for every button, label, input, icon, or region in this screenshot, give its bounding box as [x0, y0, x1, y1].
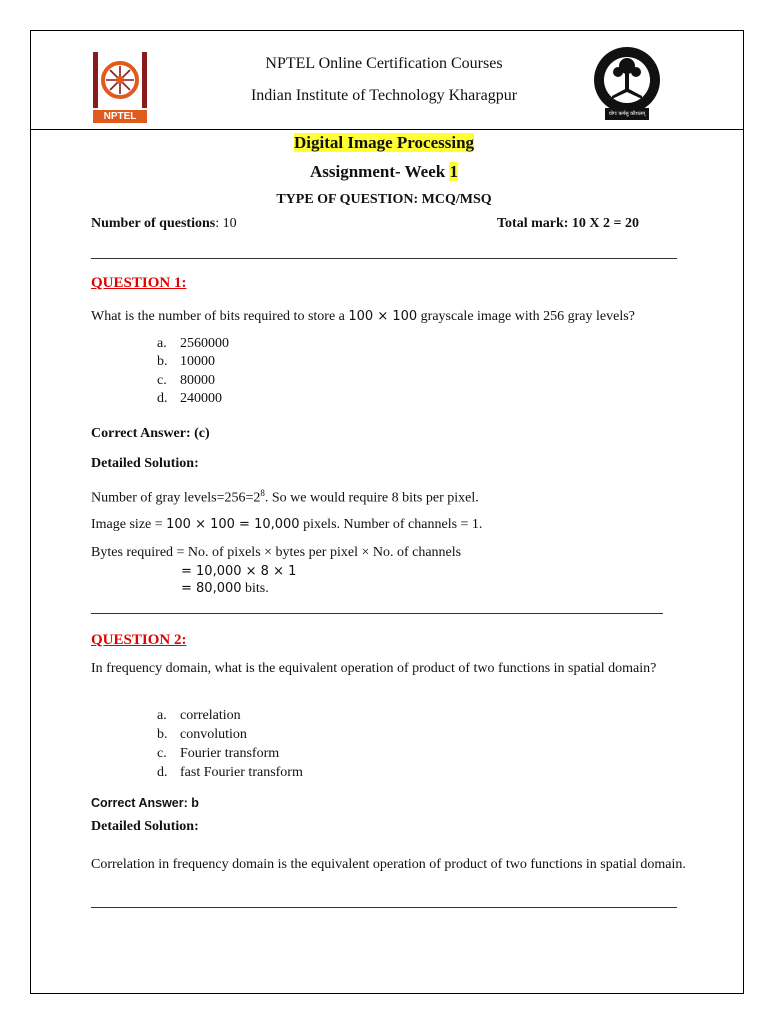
q2-solution-text: Correlation in frequency domain is the equivalent operation of product of two functions in spatial domain.: [91, 857, 686, 872]
q1-option-a[interactable]: [157, 336, 229, 352]
sol5-after: bits.: [241, 581, 269, 596]
q1-text-before: What is the number of bits required to store a: [91, 309, 349, 324]
iit-kgp-seal: [588, 44, 666, 122]
q1-option-letter: b.: [157, 354, 168, 369]
q2-option-letter: c.: [157, 746, 167, 761]
q1-solution-line-5: [181, 581, 269, 597]
q1-option-text: 240000: [180, 391, 222, 406]
q1-text-after: grayscale image with 256 gray levels?: [417, 309, 635, 324]
num-questions-value: : 10: [215, 216, 237, 231]
assignment-label: Assignment- Week: [310, 162, 450, 181]
q2-option-letter: a.: [157, 708, 167, 723]
sol2-after: pixels. Number of channels = 1.: [299, 517, 483, 532]
q2-option-b[interactable]: [157, 727, 247, 743]
q2-option-text: Fourier transform: [180, 746, 280, 761]
week-number: 1: [449, 162, 458, 181]
assignment-title: [0, 162, 768, 182]
q2-option-text: convolution: [180, 727, 247, 742]
q1-option-text: 10000: [180, 354, 215, 369]
q2-option-text: fast Fourier transform: [180, 765, 303, 780]
num-questions-label: Number of questions: [91, 216, 216, 231]
sol1-after: . So we would require 8 bits per pixel.: [264, 490, 479, 506]
q2-solution-label: Detailed Solution:: [91, 819, 199, 834]
header-line-1: NPTEL Online Certification Courses: [265, 55, 503, 72]
sol2-math: 100 × 100 = 10,000: [166, 517, 300, 532]
q1-solution-line-4: = 10,000 × 8 × 1: [181, 564, 297, 579]
q2-option-d[interactable]: [157, 765, 303, 781]
q1-text: [91, 309, 635, 325]
q1-solution-line-1: [91, 488, 479, 507]
q1-option-text: 2560000: [180, 336, 229, 351]
nptel-logo-text: NPTEL: [103, 111, 137, 122]
q1-option-letter: d.: [157, 391, 168, 406]
q1-option-text: 80000: [180, 373, 215, 388]
question-type: TYPE OF QUESTION: MCQ/MSQ: [276, 192, 492, 207]
q1-heading: QUESTION 1:: [91, 275, 187, 291]
q1-option-c[interactable]: [157, 373, 215, 389]
header-line-2: Indian Institute of Technology Kharagpur: [250, 87, 518, 104]
q2-option-text: correlation: [180, 708, 241, 723]
q1-option-d[interactable]: [157, 391, 222, 407]
q1-solution-line-3: Bytes required = No. of pixels × bytes per pixel × No. of channels: [91, 545, 462, 560]
q1-option-letter: c.: [157, 373, 167, 388]
q2-text: In frequency domain, what is the equivalent operation of product of two functions in spatial domain?: [91, 661, 657, 676]
total-mark: Total mark: 10 X 2 = 20: [497, 216, 640, 231]
q1-solution-label: Detailed Solution:: [91, 456, 199, 471]
divider-1: [91, 258, 677, 259]
q2-heading: QUESTION 2:: [91, 632, 187, 648]
q1-text-math: 100 × 100: [348, 309, 418, 324]
q1-solution-line-2: [91, 517, 482, 533]
course-title-text: Digital Image Processing: [293, 133, 475, 152]
header-divider: [30, 129, 743, 130]
q1-option-b[interactable]: [157, 354, 215, 370]
q2-option-c[interactable]: [157, 746, 279, 762]
seal-motto: योगः कर्मसु कौशलम्: [608, 111, 646, 117]
sol5-math: = 80,000: [181, 581, 242, 596]
q2-option-letter: b.: [157, 727, 168, 742]
sol1-sup: 8: [260, 488, 265, 498]
sol2-before: Image size =: [91, 517, 167, 532]
course-title: [0, 133, 768, 153]
q2-option-letter: d.: [157, 765, 168, 780]
divider-2: [91, 613, 663, 614]
q1-answer: Correct Answer: (c): [91, 426, 210, 441]
num-questions: [91, 216, 237, 232]
q1-option-letter: a.: [157, 336, 167, 351]
sol1-before: Number of gray levels=256=2: [91, 490, 261, 506]
q2-answer: Correct Answer: b: [91, 796, 199, 810]
divider-3: [91, 907, 677, 908]
q2-option-a[interactable]: [157, 708, 241, 724]
